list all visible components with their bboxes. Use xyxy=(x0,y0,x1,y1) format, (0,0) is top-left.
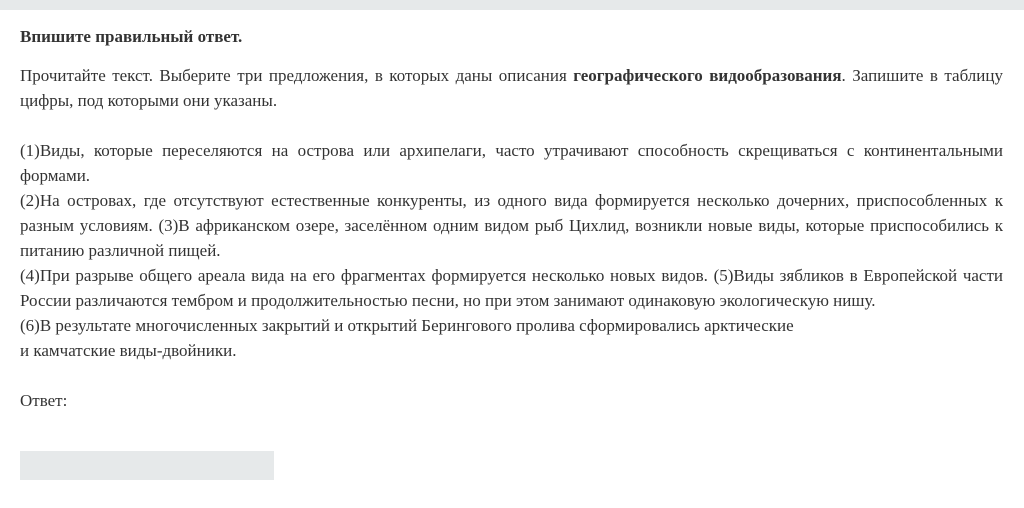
instruction-text-end: . Запишите в таблицу цифры, под которыми они указаны. xyxy=(20,66,1003,110)
text-paragraph-2: (2)На островах, где отсутствуют естественные конкуренты, из одного вида формируется несколько дочерних, приспособленных к разным условиям. (3)В африканском озере, заселённом одним видом рыб Цихлид, возникли новые виды, которые приспособились к питанию различной пищей. xyxy=(20,191,1003,260)
instruction-keyword: географического видообразования xyxy=(573,66,842,85)
answer-label: Ответ: xyxy=(20,391,68,410)
task-title: Впишите правильный ответ. xyxy=(20,27,243,46)
text-paragraph-1: (1)Виды, которые переселяются на острова или архипелаги, часто утрачивают способность скрещиваться с континентальными формами. xyxy=(20,141,1003,185)
top-bar xyxy=(0,0,1024,10)
reading-text xyxy=(20,138,1003,363)
instruction-text-start: Прочитайте текст. Выберите три предложения, в которых даны описания xyxy=(20,66,574,85)
text-paragraph-4-line-1: (6)В результате многочисленных закрытий и открытий Берингового пролива сформировались арктические xyxy=(20,316,794,335)
text-paragraph-4-line-2: и камчатские виды-двойники. xyxy=(20,341,237,360)
task-content xyxy=(20,24,1003,413)
task-instruction xyxy=(20,63,1003,113)
text-paragraph-3: (4)При разрыве общего ареала вида на его фрагментах формируется несколько новых видов. (5)Виды зябликов в Европейской части России различаются тембром и продолжительностью песни, но при этом занимают одинаковую экологическую нишу. xyxy=(20,266,1003,310)
answer-input[interactable] xyxy=(20,451,274,480)
